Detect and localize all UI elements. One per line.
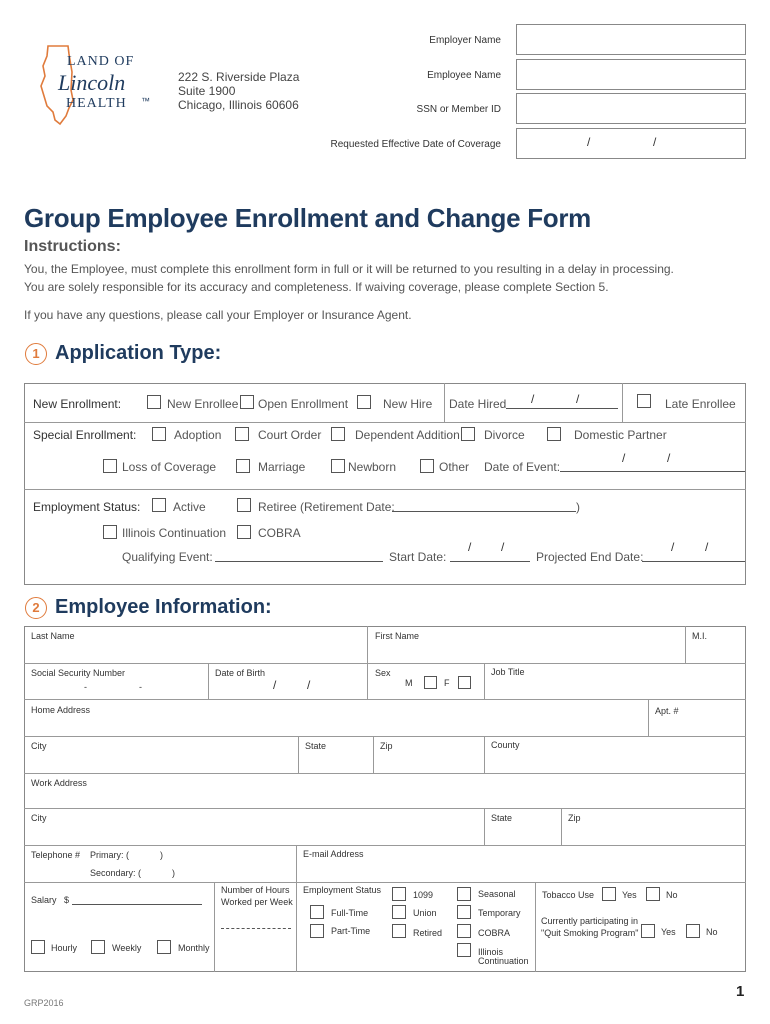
city-label: City [31, 741, 47, 751]
start-date-label: Start Date: [389, 550, 447, 564]
salary-label: Salary [31, 895, 57, 905]
secondary-label: Secondary: ( [90, 868, 142, 878]
salary-dollar: $ [64, 895, 70, 905]
1099-label: 1099 [413, 890, 434, 900]
employee-name-label: Employee Name [427, 70, 501, 81]
effective-date-label: Requested Effective Date of Coverage [330, 139, 501, 150]
telephone-label: Telephone # [31, 850, 81, 860]
logo [38, 42, 158, 132]
section1-number: 1 [25, 343, 47, 365]
illinois-continuation-label: Illinois Continuation [122, 526, 227, 540]
tobacco-no-checkbox[interactable] [646, 887, 660, 901]
court-order-label: Court Order [258, 428, 322, 442]
ssn-dash: - [139, 682, 142, 692]
tobacco-yes-label: Yes [622, 890, 637, 900]
instructions-heading: Instructions: [24, 238, 121, 255]
seasonal-label: Seasonal [478, 889, 516, 899]
job-title-label: Job Title [491, 667, 525, 677]
divorce-checkbox[interactable] [461, 427, 475, 441]
illinois2-label: Illinois [478, 947, 504, 957]
ssn-dash: - [84, 682, 87, 692]
domestic-partner-label: Domestic Partner [574, 428, 667, 442]
dob-label: Date of Birth [215, 668, 266, 678]
instructions-p1: You, the Employee, must complete this enrollment form in full or it will be returned to you resulting in a delay in processing. [24, 262, 674, 276]
sex-m-label: M [405, 678, 413, 688]
projected-end-date-field[interactable] [642, 561, 745, 562]
marriage-label: Marriage [258, 460, 306, 474]
new-hire-checkbox[interactable] [357, 395, 371, 409]
employer-name-field[interactable] [516, 24, 746, 55]
sex-m-checkbox[interactable] [424, 676, 437, 689]
dependent-addition-checkbox[interactable] [331, 427, 345, 441]
primary-label: Primary: ( [90, 850, 129, 860]
retired-checkbox[interactable] [392, 924, 406, 938]
section2-number: 2 [25, 597, 47, 619]
divorce-label: Divorce [484, 428, 525, 442]
hours-label-line2: Worked per Week [221, 897, 293, 907]
hourly-checkbox[interactable] [31, 940, 45, 954]
continuation2-label: Continuation [478, 956, 529, 966]
work-city-label: City [31, 813, 47, 823]
last-name-field[interactable] [25, 643, 365, 662]
ssn-field[interactable] [516, 93, 746, 124]
sex-f-label: F [444, 678, 450, 688]
full-time-label: Full-Time [331, 908, 369, 918]
part-time-label: Part-Time [331, 926, 371, 936]
hours-label-line1: Number of Hours [221, 885, 290, 895]
instructions-p3: If you have any questions, please call your Employer or Insurance Agent. [24, 308, 412, 322]
late-enrollee-label: Late Enrollee [665, 397, 736, 411]
retired-label: Retired [413, 928, 443, 938]
temporary-label: Temporary [478, 908, 521, 918]
sex-label: Sex [375, 668, 391, 678]
apt-label: Apt. # [655, 706, 679, 716]
other-label: Other [439, 460, 470, 474]
union-checkbox[interactable] [392, 905, 406, 919]
projected-end-date-label: Projected End Date: [536, 550, 644, 564]
qualifying-event-label: Qualifying Event: [122, 550, 213, 564]
open-enrollment-label: Open Enrollment [258, 397, 349, 411]
new-enrollee-label: New Enrollee [167, 397, 239, 411]
county-label: County [491, 740, 520, 750]
domestic-partner-checkbox[interactable] [547, 427, 561, 441]
start-date-field[interactable] [450, 561, 530, 562]
new-hire-label: New Hire [383, 397, 433, 411]
qualifying-event-field[interactable] [215, 561, 383, 562]
logo-line2: Lincoln [58, 70, 126, 95]
other-checkbox[interactable] [420, 459, 434, 473]
work-address-label: Work Address [31, 778, 87, 788]
first-name-field[interactable] [369, 643, 683, 662]
hourly-label: Hourly [51, 943, 78, 953]
page-number: 1 [736, 983, 745, 1000]
active-checkbox[interactable] [152, 498, 166, 512]
date-hired-field[interactable] [506, 408, 618, 409]
monthly-label: Monthly [178, 943, 210, 953]
quit-smoking-line2: "Quit Smoking Program" [541, 928, 639, 938]
1099-checkbox[interactable] [392, 887, 406, 901]
temporary-checkbox[interactable] [457, 905, 471, 919]
retiree-close: ) [576, 500, 580, 514]
special-enrollment-label: Special Enrollment: [33, 428, 137, 442]
section2-title: Employee Information: [55, 596, 272, 618]
address-line1: 222 S. Riverside Plaza [178, 70, 300, 84]
tobacco-use-label: Tobacco Use [542, 890, 595, 900]
zip-label: Zip [380, 741, 393, 751]
effective-date-field[interactable] [516, 128, 746, 159]
cobra2-checkbox[interactable] [457, 924, 471, 938]
sex-f-checkbox[interactable] [458, 676, 471, 689]
retiree-checkbox[interactable] [237, 498, 251, 512]
date-of-event-label: Date of Event: [484, 460, 561, 474]
quit-no-checkbox[interactable] [686, 924, 700, 938]
weekly-label: Weekly [112, 943, 142, 953]
form-code: GRP2016 [24, 998, 64, 1008]
employment-status-header: Employment Status [303, 885, 382, 895]
state-label: State [305, 741, 327, 751]
illinois-continuation2-checkbox[interactable] [457, 943, 471, 957]
new-enrollment-label: New Enrollment: [33, 397, 122, 411]
page-title: Group Employee Enrollment and Change Form [24, 203, 591, 233]
seasonal-checkbox[interactable] [457, 887, 471, 901]
secondary-close: ) [172, 868, 175, 878]
quit-smoking-line1: Currently participating in [541, 916, 639, 926]
address-line3: Chicago, Illinois 60606 [178, 98, 299, 112]
quit-no-label: No [706, 927, 718, 937]
date-slash: / [587, 135, 591, 149]
address-line2: Suite 1900 [178, 84, 236, 98]
ssn-label: Social Security Number [31, 668, 126, 678]
newborn-checkbox[interactable] [331, 459, 345, 473]
illinois-continuation-checkbox[interactable] [103, 525, 117, 539]
salary-field[interactable] [72, 904, 202, 905]
retiree-label: Retiree (Retirement Date: [258, 500, 395, 514]
quit-yes-label: Yes [661, 927, 676, 937]
ssn-label: SSN or Member ID [416, 104, 501, 115]
dependent-addition-label: Dependent Addition [355, 428, 460, 442]
employee-name-field[interactable] [516, 59, 746, 90]
newborn-label: Newborn [348, 460, 397, 474]
employer-name-label: Employer Name [429, 35, 501, 46]
active-label: Active [173, 500, 206, 514]
employment-status-label: Employment Status: [33, 500, 141, 514]
mi-label: M.I. [692, 631, 707, 641]
mi-field[interactable] [687, 643, 745, 662]
open-enrollment-checkbox[interactable] [240, 395, 254, 409]
monthly-checkbox[interactable] [157, 940, 171, 954]
weekly-checkbox[interactable] [91, 940, 105, 954]
last-name-label: Last Name [31, 631, 75, 641]
hours-field[interactable] [221, 928, 291, 929]
logo-line3: HEALTH [66, 96, 127, 111]
new-enrollee-checkbox[interactable] [147, 395, 161, 409]
home-address-label: Home Address [31, 705, 91, 715]
first-name-label: First Name [375, 631, 420, 641]
retirement-date-field[interactable] [392, 511, 576, 512]
tobacco-no-label: No [666, 890, 678, 900]
full-time-checkbox[interactable] [310, 905, 324, 919]
date-slash: / [653, 135, 657, 149]
late-enrollee-checkbox[interactable] [637, 394, 651, 408]
logo-tm: ™ [141, 96, 150, 106]
instructions-p2: You are solely responsible for its accuracy and completeness. If waiving coverage, please complete Section 5. [24, 280, 609, 294]
cobra2-label: COBRA [478, 928, 511, 938]
cobra-checkbox[interactable] [237, 525, 251, 539]
adoption-label: Adoption [174, 428, 222, 442]
adoption-checkbox[interactable] [152, 427, 166, 441]
loss-of-coverage-label: Loss of Coverage [122, 460, 217, 474]
tobacco-yes-checkbox[interactable] [602, 887, 616, 901]
quit-yes-checkbox[interactable] [641, 924, 655, 938]
email-label: E-mail Address [303, 849, 364, 859]
work-state-label: State [491, 813, 513, 823]
cobra-label: COBRA [258, 526, 301, 540]
court-order-checkbox[interactable] [235, 427, 249, 441]
date-hired-label: Date Hired [449, 397, 507, 411]
section1-title: Application Type: [55, 342, 222, 364]
loss-of-coverage-checkbox[interactable] [103, 459, 117, 473]
marriage-checkbox[interactable] [236, 459, 250, 473]
date-of-event-field[interactable] [560, 471, 745, 472]
work-zip-label: Zip [568, 813, 581, 823]
part-time-checkbox[interactable] [310, 924, 324, 938]
primary-close: ) [160, 850, 163, 860]
logo-line1: LAND OF [67, 54, 135, 69]
union-label: Union [413, 908, 437, 918]
